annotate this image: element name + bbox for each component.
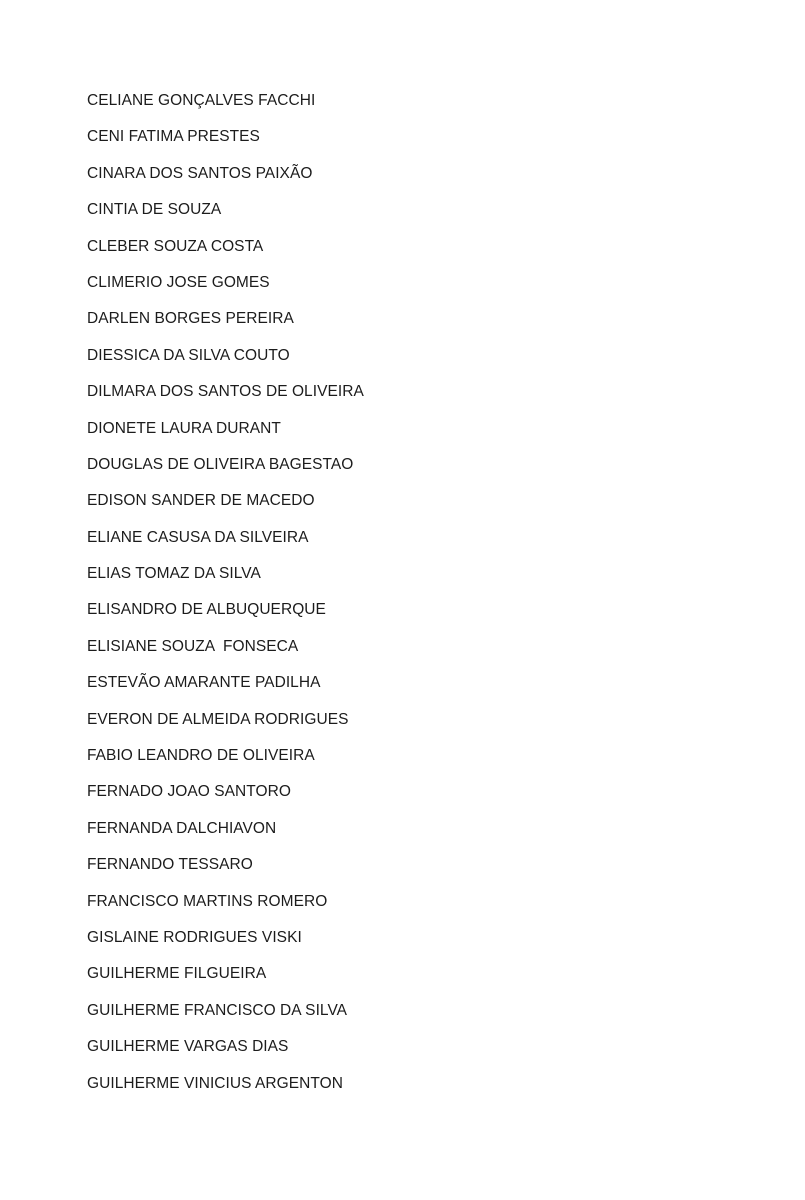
list-item: FERNADO JOAO SANTORO bbox=[87, 783, 291, 801]
list-item: CLEBER SOUZA COSTA bbox=[87, 237, 264, 255]
list-item: ESTEVÃO AMARANTE PADILHA bbox=[87, 674, 321, 692]
list-item: GUILHERME FILGUEIRA bbox=[87, 965, 267, 983]
list-item: CENI FATIMA PRESTES bbox=[87, 128, 260, 146]
list-item: ELIAS TOMAZ DA SILVA bbox=[87, 565, 261, 583]
list-item: ELISIANE SOUZA FONSECA bbox=[87, 637, 299, 655]
name-list bbox=[87, 89, 364, 1108]
list-item: EDISON SANDER DE MACEDO bbox=[87, 492, 315, 510]
list-item: FERNANDO TESSARO bbox=[87, 856, 253, 874]
list-item: DIONETE LAURA DURANT bbox=[87, 419, 281, 437]
list-item: FABIO LEANDRO DE OLIVEIRA bbox=[87, 747, 315, 765]
list-item: DOUGLAS DE OLIVEIRA BAGESTAO bbox=[87, 455, 354, 473]
list-item: CINTIA DE SOUZA bbox=[87, 201, 222, 219]
list-item: DILMARA DOS SANTOS DE OLIVEIRA bbox=[87, 383, 364, 401]
list-item: ELISANDRO DE ALBUQUERQUE bbox=[87, 601, 326, 619]
list-item: FERNANDA DALCHIAVON bbox=[87, 819, 277, 837]
list-item: DARLEN BORGES PEREIRA bbox=[87, 310, 294, 328]
list-item: GISLAINE RODRIGUES VISKI bbox=[87, 928, 302, 946]
list-item: CELIANE GONÇALVES FACCHI bbox=[87, 92, 316, 109]
list-item: GUILHERME FRANCISCO DA SILVA bbox=[87, 1001, 348, 1019]
list-item: GUILHERME VINICIUS ARGENTON bbox=[87, 1074, 343, 1092]
list-item: CLIMERIO JOSE GOMES bbox=[87, 273, 270, 291]
list-item: ELIANE CASUSA DA SILVEIRA bbox=[87, 528, 309, 546]
list-item: DIESSICA DA SILVA COUTO bbox=[87, 346, 290, 364]
list-item: EVERON DE ALMEIDA RODRIGUES bbox=[87, 710, 349, 728]
list-item: GUILHERME VARGAS DIAS bbox=[87, 1038, 289, 1056]
list-item: FRANCISCO MARTINS ROMERO bbox=[87, 892, 328, 910]
list-item: CINARA DOS SANTOS PAIXÃO bbox=[87, 164, 313, 182]
